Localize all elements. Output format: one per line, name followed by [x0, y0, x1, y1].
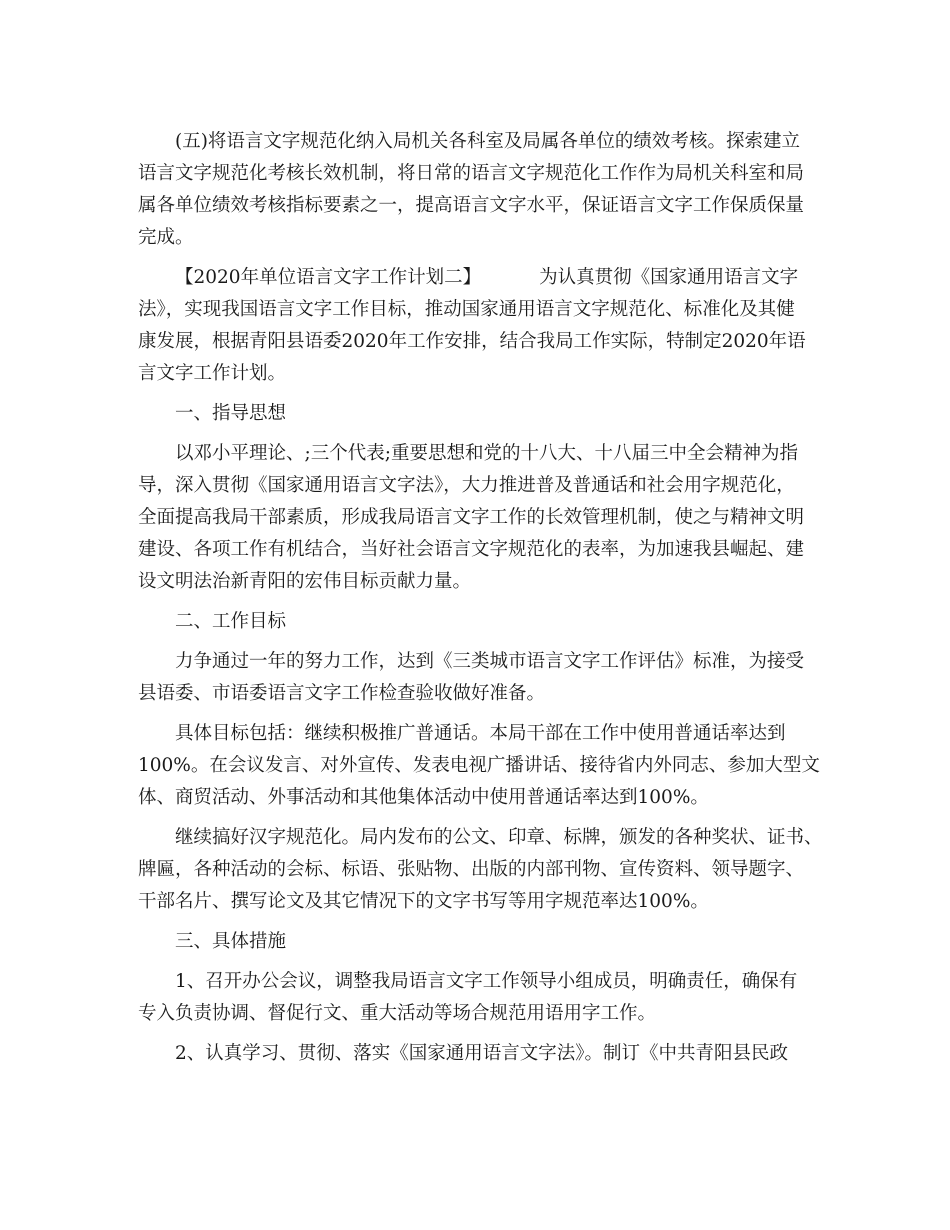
text-line: 完成。 — [138, 227, 194, 248]
section-title: 【2020年单位语言文字工作计划二】 — [175, 267, 482, 288]
text-line: 体、商贸活动、外事活动和其他集体活动中使用普通话率达到100%。 — [138, 787, 709, 808]
specific-goals-paragraph — [138, 718, 828, 814]
text-line: 言文字工作计划。 — [138, 363, 287, 384]
text-line: 法》，实现我国语言文字工作目标，推动国家通用语言文字规范化、标准化及其健 — [138, 299, 795, 320]
text-line — [138, 262, 828, 294]
text-line: 建设、各项工作有机结合，当好社会语言文字规范化的表率，为加速我县崛起、建 — [138, 539, 805, 560]
measure-1-paragraph — [138, 966, 828, 1030]
measure-2-paragraph — [138, 1038, 828, 1070]
text-line: 2、认真学习、贯彻、落实《国家通用语言文字法》。制订《中共青阳县民政 — [175, 1043, 789, 1064]
paragraph-5 — [138, 126, 828, 254]
guiding-ideology-paragraph — [138, 438, 828, 598]
text-line: 具体目标包括：继续积极推广普通话。本局干部在工作中使用普通话率达到 — [175, 723, 786, 744]
text-line: 设文明法治新青阳的宏伟目标贡献力量。 — [138, 571, 472, 592]
text-line: 专入负责协调、督促行文、重大活动等场合规范用语用字工作。 — [138, 1003, 657, 1024]
text-line: 康发展，根据青阳县语委2020年工作安排，结合我局工作实际，特制定2020年语 — [138, 331, 806, 352]
document-body — [138, 126, 828, 1078]
heading-work-goals: 二、工作目标 — [175, 611, 287, 632]
text-line: (五)将语言文字规范化纳入局机关各科室及局属各单位的绩效考核。探索建立 — [175, 131, 800, 152]
text-line: 导，深入贯彻《国家通用语言文字法》，大力推进普及普通话和社会用字规范化， — [138, 475, 795, 496]
text-line: 1、召开办公会议，调整我局语言文字工作领导小组成员，明确责任，确保有 — [175, 971, 798, 992]
text-line: 属各单位绩效考核指标要素之一，提高语言文字水平，保证语言文字工作保质保量 — [138, 195, 805, 216]
plan-two-paragraph — [138, 262, 828, 390]
text-line: 100%。在会议发言、对外宣传、发表电视广播讲话、接待省内外同志、参加大型文 — [138, 755, 820, 776]
character-standardization-paragraph — [138, 822, 828, 918]
text-line: 县语委、市语委语言文字工作检查验收做好准备。 — [138, 683, 546, 704]
heading-specific-measures: 三、具体措施 — [175, 931, 287, 952]
work-goals-paragraph — [138, 646, 828, 710]
section-title-tail: 为认真贯彻《国家通用语言文字 — [539, 267, 799, 288]
heading-guiding-ideology: 一、指导思想 — [175, 403, 287, 424]
text-line: 语言文字规范化考核长效机制，将日常的语言文字规范化工作作为局机关科室和局 — [138, 163, 805, 184]
text-line: 牌匾，各种活动的会标、标语、张贴物、出版的内部刊物、宣传资料、领导题字、 — [138, 859, 805, 880]
text-line: 以邓小平理论、;三个代表;重要思想和党的十八大、十八届三中全会精神为指 — [175, 443, 798, 464]
text-line: 全面提高我局干部素质，形成我局语言文字工作的长效管理机制，使之与精神文明 — [138, 507, 805, 528]
text-line: 继续搞好汉字规范化。局内发布的公文、印章、标牌，颁发的各种奖状、证书、 — [175, 827, 823, 848]
text-line: 力争通过一年的努力工作，达到《三类城市语言文字工作评估》标准，为接受 — [175, 651, 805, 672]
text-line: 干部名片、撰写论文及其它情况下的文字书写等用字规范率达100%。 — [138, 891, 709, 912]
